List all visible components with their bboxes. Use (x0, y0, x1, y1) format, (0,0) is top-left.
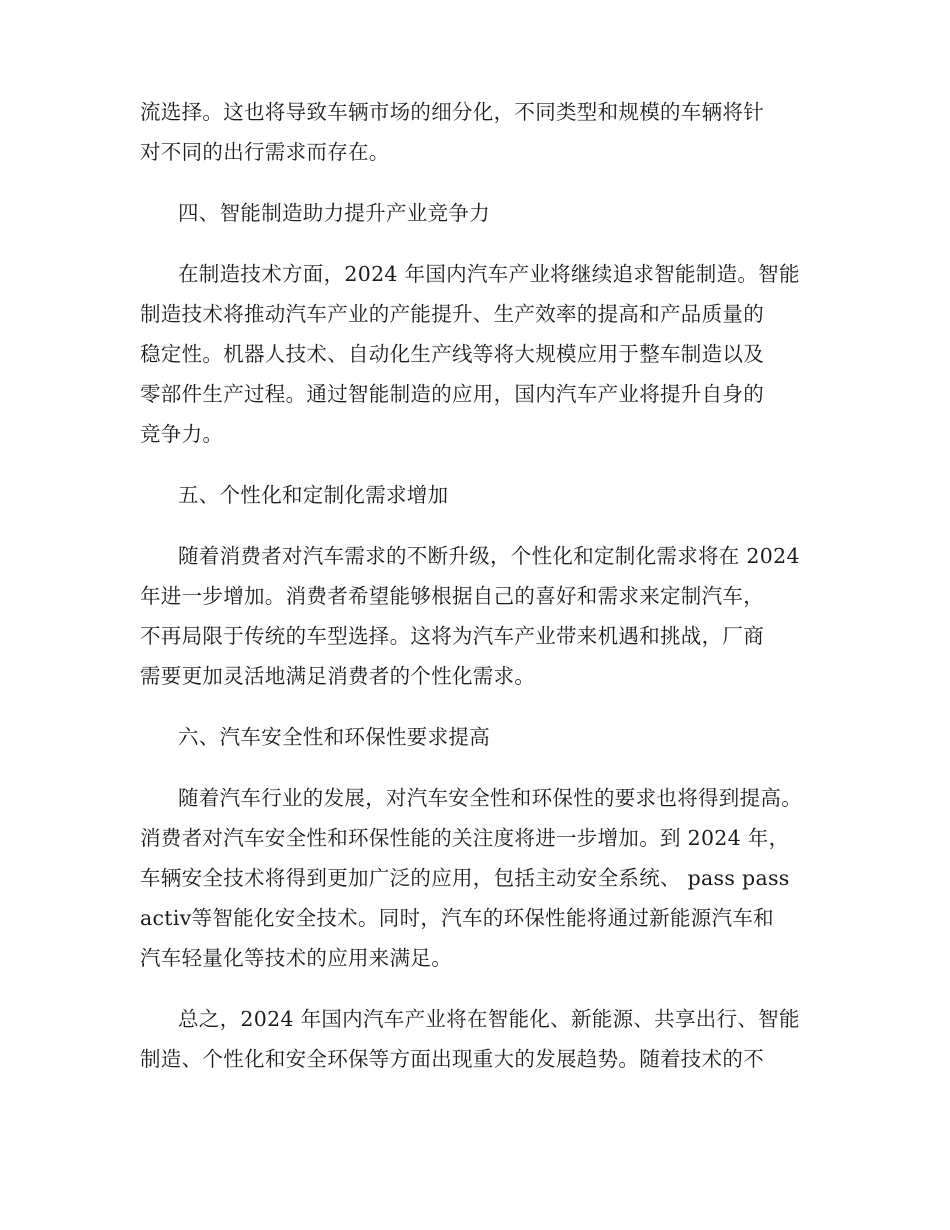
text-line: 不再局限于传统的车型选择。这将为汽车产业带来机遇和挑战，厂商 (140, 624, 764, 648)
paragraph-customization (140, 542, 825, 690)
paragraph-safety-environment (140, 784, 825, 972)
paragraph-summary (140, 1005, 825, 1073)
text-line: 消费者对汽车安全性和环保性能的关注度将进一步增加。到 2024 年， (140, 826, 790, 850)
heading-line: 六、汽车安全性和环保性要求提高 (178, 725, 490, 749)
heading-line: 五、个性化和定制化需求增加 (178, 483, 449, 507)
text-line: activ等智能化安全技术。同时，汽车的环保性能将通过新能源汽车和 (140, 906, 774, 930)
text-line: 需要更加灵活地满足消费者的个性化需求。 (140, 664, 536, 688)
document-page (140, 98, 825, 1073)
heading-line: 四、智能制造助力提升产业竞争力 (178, 201, 490, 225)
text-line: 随着消费者对汽车需求的不断升级，个性化和定制化需求将在 2024 (178, 544, 800, 568)
text-line: 零部件生产过程。通过智能制造的应用，国内汽车产业将提升自身的 (140, 382, 764, 406)
text-line: 年进一步增加。消费者希望能够根据自己的喜好和需求来定制汽车， (140, 584, 764, 608)
paragraph-smart-manufacturing (140, 260, 825, 448)
text-line: 车辆安全技术将得到更加广泛的应用，包括主动安全系统、 pass pass (140, 866, 790, 890)
text-line: 在制造技术方面，2024 年国内汽车产业将继续追求智能制造。智能 (178, 262, 800, 286)
section-heading-5 (140, 481, 825, 509)
text-line: 总之，2024 年国内汽车产业将在智能化、新能源、共享出行、智能 (178, 1007, 800, 1031)
text-line: 竞争力。 (140, 422, 224, 446)
text-line: 制造技术将推动汽车产业的产能提升、生产效率的提高和产品质量的 (140, 302, 764, 326)
text-line: 制造、个性化和安全环保等方面出现重大的发展趋势。随着技术的不 (140, 1047, 764, 1071)
section-heading-6 (140, 723, 825, 751)
text-line: 流选择。这也将导致车辆市场的细分化，不同类型和规模的车辆将针 (140, 100, 764, 124)
text-line: 汽车轻量化等技术的应用来满足。 (140, 946, 452, 970)
paragraph-continuation (140, 98, 825, 166)
text-line: 对不同的出行需求而存在。 (140, 140, 390, 164)
section-heading-4 (140, 199, 825, 227)
text-line: 随着汽车行业的发展，对汽车安全性和环保性的要求也将得到提高。 (178, 786, 802, 810)
text-line: 稳定性。机器人技术、自动化生产线等将大规模应用于整车制造以及 (140, 342, 764, 366)
